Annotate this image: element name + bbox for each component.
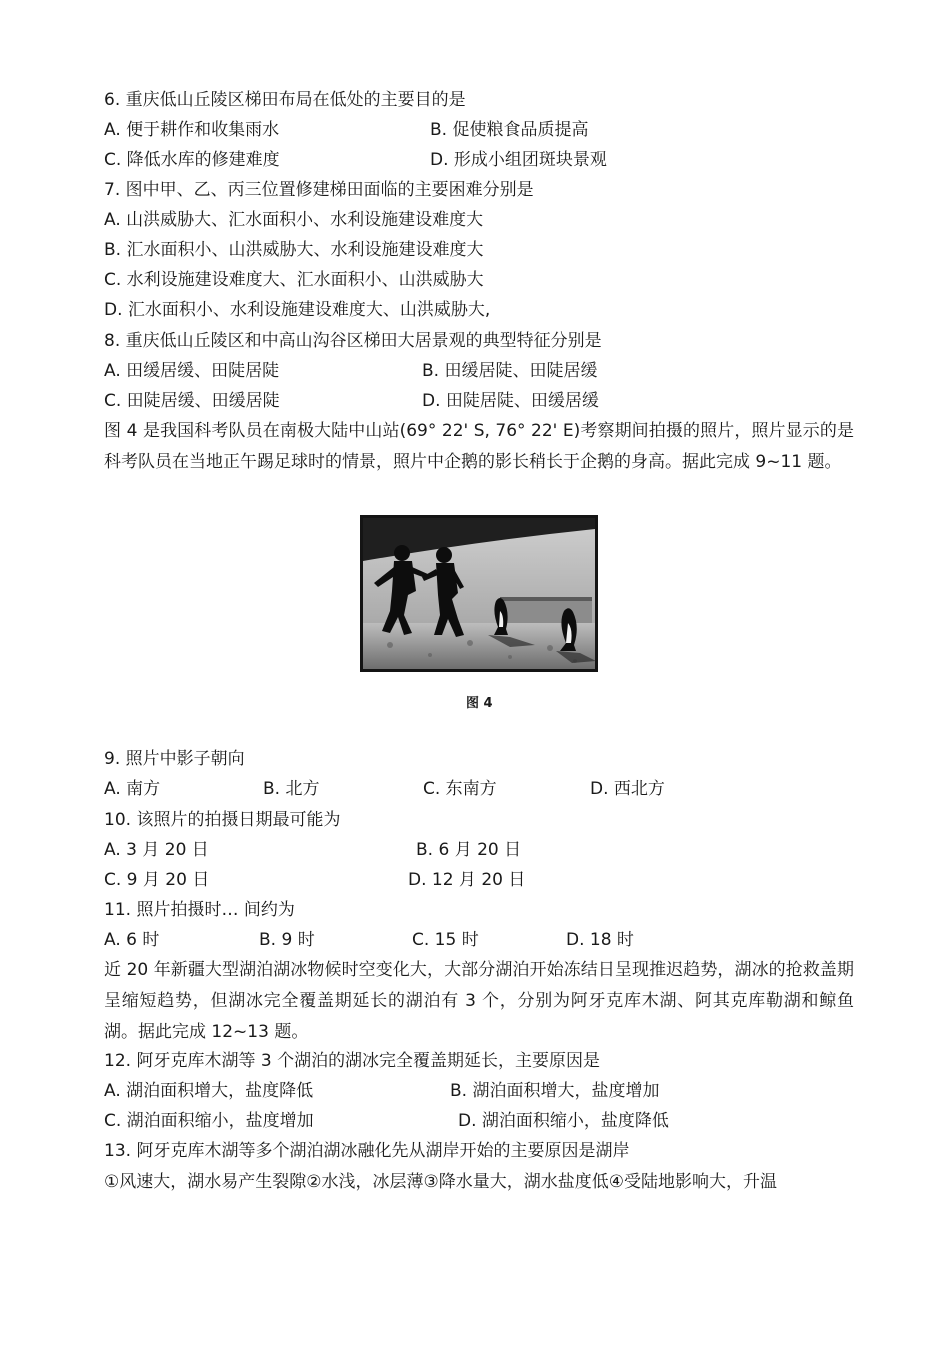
q11-option-d: D. 18 时 xyxy=(566,930,634,950)
q7-option-a: A. 山洪威胁大、汇水面积小、水利设施建设难度大 xyxy=(104,210,484,230)
q10-option-b: B. 6 月 20 日 xyxy=(416,840,522,860)
figure-4-caption: 图 4 xyxy=(466,696,493,711)
q7-option-c: C. 水利设施建设难度大、汇水面积小、山洪威胁大 xyxy=(104,270,484,290)
q11-option-a: A. 6 时 xyxy=(104,930,160,950)
q13-options: ①风速大，湖水易产生裂隙②水浅，冰层薄③降水量大，湖水盐度低④受陆地影响大，升温 xyxy=(104,1172,777,1192)
q10-option-d: D. 12 月 20 日 xyxy=(408,870,526,890)
q8-option-d: D. 田陡居陡、田缓居缓 xyxy=(422,391,599,411)
q12-option-d: D. 湖泊面积缩小，盐度降低 xyxy=(458,1111,669,1131)
q8-option-b: B. 田缓居陡、田陡居缓 xyxy=(422,361,598,381)
q9-option-b: B. 北方 xyxy=(263,779,320,799)
q7-option-d: D. 汇水面积小、水利设施建设难度大、山洪威胁大, xyxy=(104,300,491,320)
q9-stem: 9. 照片中影子朝向 xyxy=(104,749,245,769)
intro-questions-9-11: 图 4 是我国科考队员在南极大陆中山站(69° 22' S, 76° 22' E)考察期间拍摄的照片，照片显示的是科考队员在当地正午踢足球时的情景，照片中企鹅的影长稍长于企鹅的身高。据此完成 9~11 题。 xyxy=(104,421,854,472)
q7-option-b: B. 汇水面积小、山洪威胁大、水利设施建设难度大 xyxy=(104,240,484,260)
q12-option-b: B. 湖泊面积增大，盐度增加 xyxy=(450,1081,660,1101)
q9-option-c: C. 东南方 xyxy=(423,779,497,799)
q8-stem: 8. 重庆低山丘陵区和中高山沟谷区梯田大居景观的典型特征分别是 xyxy=(104,331,602,351)
q11-option-b: B. 9 时 xyxy=(259,930,315,950)
q12-option-a: A. 湖泊面积增大，盐度降低 xyxy=(104,1081,314,1101)
q6-option-d: D. 形成小组团斑块景观 xyxy=(430,150,607,170)
q7-stem: 7. 图中甲、乙、丙三位置修建梯田面临的主要困难分别是 xyxy=(104,180,534,200)
figure-4-photo xyxy=(360,515,598,672)
q6-option-a: A. 便于耕作和收集雨水 xyxy=(104,120,280,140)
q13-stem: 13. 阿牙克库木湖等多个湖泊湖冰融化先从湖岸开始的主要原因是湖岸 xyxy=(104,1141,630,1161)
q8-option-a: A. 田缓居缓、田陡居陡 xyxy=(104,361,280,381)
q10-stem: 10. 该照片的拍摄日期最可能为 xyxy=(104,810,341,830)
q6-option-b: B. 促使粮食品质提高 xyxy=(430,120,589,140)
q12-stem: 12. 阿牙克库木湖等 3 个湖泊的湖冰完全覆盖期延长，主要原因是 xyxy=(104,1051,601,1071)
q11-option-c: C. 15 时 xyxy=(412,930,479,950)
q10-option-c: C. 9 月 20 日 xyxy=(104,870,210,890)
q6-stem: 6. 重庆低山丘陵区梯田布局在低处的主要目的是 xyxy=(104,90,466,110)
q9-option-a: A. 南方 xyxy=(104,779,161,799)
q12-option-c: C. 湖泊面积缩小，盐度增加 xyxy=(104,1111,314,1131)
q11-stem: 11. 照片拍摄时… 间约为 xyxy=(104,900,295,920)
q10-option-a: A. 3 月 20 日 xyxy=(104,840,209,860)
q9-option-d: D. 西北方 xyxy=(590,779,665,799)
q8-option-c: C. 田陡居缓、田缓居陡 xyxy=(104,391,280,411)
intro-questions-12-13: 近 20 年新疆大型湖泊湖冰物候时空变化大，大部分湖泊开始冻结日呈现推迟趋势，湖冰的抢救盖期呈缩短趋势，但湖冰完全覆盖期延长的湖泊有 3 个，分别为阿牙克库木湖、阿其克库勒湖和鲸鱼湖。据此完成 12~13 题。 xyxy=(104,960,855,1042)
q6-option-c: C. 降低水库的修建难度 xyxy=(104,150,280,170)
